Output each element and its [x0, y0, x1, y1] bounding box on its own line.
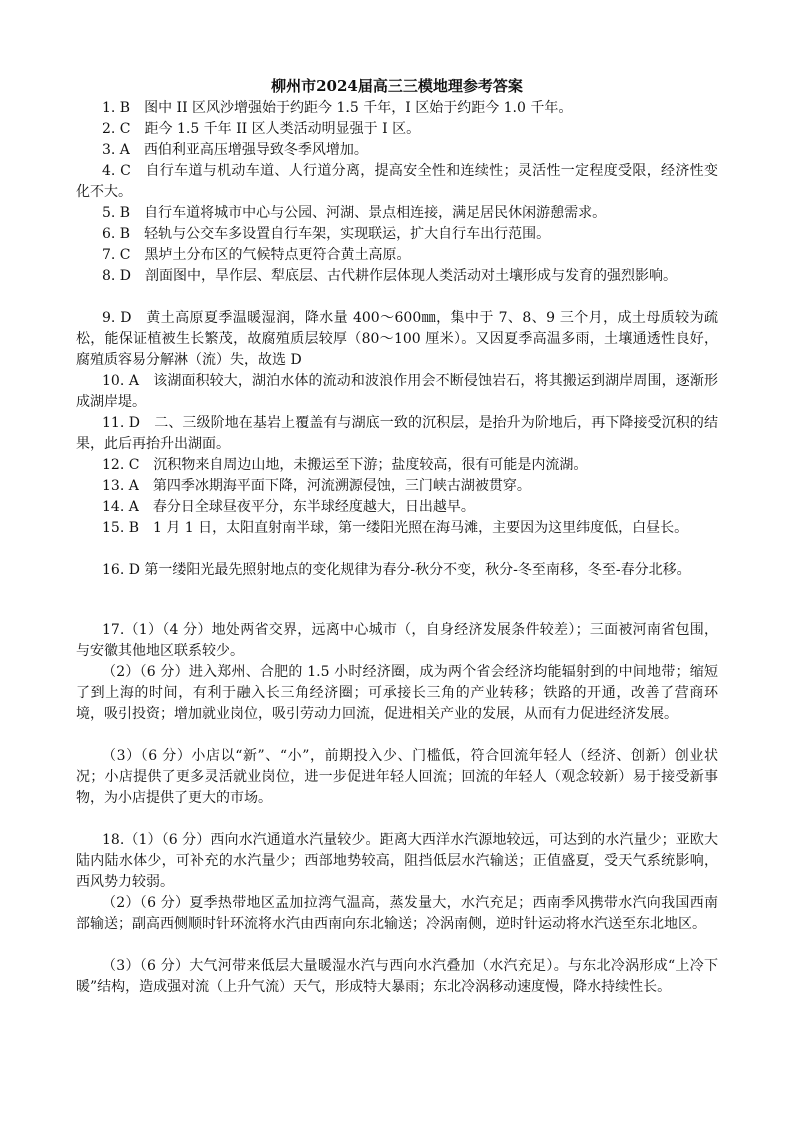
answer-18-1: 18.（1）（6 分）西向水汽通道水汽量较少。距离大西洋水汽源地较远，可达到的水汽量少；亚欧大陆内陆水体少，可补充的水汽量少；西部地势较高，阻挡低层水汽输送；正值盛夏，受天气系统影响，西风势力较弱。 [76, 832, 718, 890]
answer-15: 15. B 1 月 1 日，太阳直射南半球，第一缕阳光照在海马滩，主要因为这里纬度低，白昼长。 [102, 520, 689, 536]
answer-17-3: （3）（6 分）小店以“新”、“小”，前期投入少、门槛低，符合回流年轻人（经济、创新）创业状况；小店提供了更多灵活就业岗位，进一步促进年轻人回流；回流的年轻人（观念较新）易于接受新事物，为小店提供了更大的市场。 [76, 748, 718, 806]
answer-5: 5. B 自行车道将城市中心与公园、河湖、景点相连接，满足居民休闲游憩需求。 [102, 205, 607, 221]
answer-14: 14. A 春分日全球昼夜平分，东半球经度越大，日出越早。 [102, 499, 475, 515]
page-title: 柳州市2024届高三三模地理参考答案 [271, 77, 523, 95]
answer-7: 7. C 黑垆土分布区的气候特点更符合黄土高原。 [102, 247, 411, 263]
answer-13: 13. A 第四季冰期海平面下降，河流溯源侵蚀，三门峡古湖被贯穿。 [102, 478, 531, 494]
answer-17-2: （2）（6 分）进入郑州、合肥的 1.5 小时经济圈，成为两个省会经济均能辐射到的中间地带；缩短了到上海的时间，有利于融入长三角经济圈；可承接长三角的产业转移；铁路的开通，改善了营商环境，吸引投资；增加就业岗位，吸引劳动力回流，促进相关产业的发展，从而有力促进经济发展。 [76, 664, 718, 722]
answer-8: 8. D 剖面图中，旱作层、犁底层、古代耕作层体现人类活动对土壤形成与发育的强烈影响。 [102, 268, 678, 284]
answer-12: 12. C 沉积物来自周边山地，未搬运至下游；盐度较高，很有可能是内流湖。 [102, 457, 588, 473]
answer-11: 11. D 二、三级阶地在基岩上覆盖有与湖底一致的沉积层，是抬升为阶地后，再下降接受沉积的结果，此后再抬升出湖面。 [76, 415, 718, 452]
answer-6: 6. B 轻轨与公交车多设置自行车架，实现联运，扩大自行车出行范围。 [102, 226, 551, 242]
answer-18-3: （3）（6 分）大气河带来低层大量暖湿水汽与西向水汽叠加（水汽充足）。与东北冷涡形成“上冷下暖”结构，造成强对流（上升气流）天气，形成特大暴雨；东北冷涡移动速度慢，降水持续性长。 [76, 958, 718, 995]
answer-3: 3. A 西伯利亚高压增强导致冬季风增加。 [102, 142, 368, 158]
answer-2: 2. C 距今 1.5 千年 II 区人类活动明显强于 I 区。 [102, 121, 421, 137]
answer-10: 10. A 该湖面积较大，湖泊水体的流动和波浪作用会不断侵蚀岩石，将其搬运到湖岸周围，逐渐形成湖岸堤。 [76, 373, 718, 410]
answer-1: 1. B 图中 II 区风沙增强始于约距今 1.5 千年，I 区始于约距今 1.0 千年。 [102, 100, 573, 116]
answer-9: 9. D 黄土高原夏季温暖湿润，降水量 400～600㎜，集中于 7、8、9 三个月，成土母质较为疏松，能保证植被生长繁茂，故腐殖质层较厚（80～100 厘米）。又因夏季高温多雨，土壤通透性良好，腐殖质容易分解淋（流）失，故选 D [76, 310, 718, 368]
answer-16: 16. D 第一缕阳光最先照射地点的变化规律为春分-秋分不变，秋分-冬至南移，冬至-春分北移。 [102, 562, 691, 578]
answer-17-1: 17.（1）（4 分）地处两省交界，远离中心城市（，自身经济发展条件较差）；三面被河南省包围，与安徽其他地区联系较少。 [76, 622, 718, 659]
answer-18-2: （2）（6 分）夏季热带地区孟加拉湾气温高，蒸发量大，水汽充足；西南季风携带水汽向我国西南部输送；副高西侧顺时针环流将水汽由西南向东北输送；冷涡南侧，逆时针运动将水汽送至东北地区。 [76, 895, 718, 932]
answer-4: 4. C 自行车道与机动车道、人行道分离，提高安全性和连续性；灵活性一定程度受限，经济性变化不大。 [76, 163, 718, 200]
